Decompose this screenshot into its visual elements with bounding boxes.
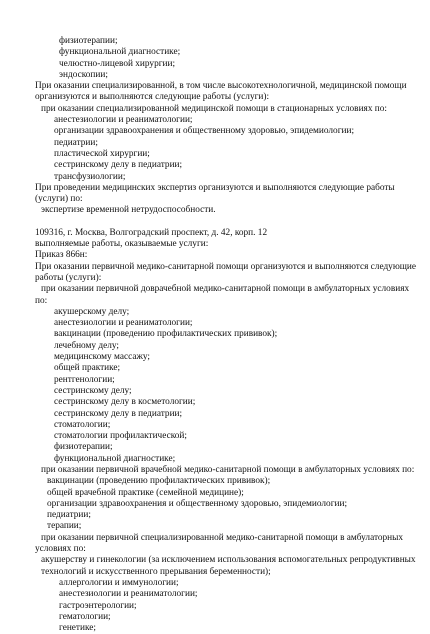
text-line: челюстно-лицевой хирургии; bbox=[59, 58, 176, 69]
text-line: (услуги) по: bbox=[35, 194, 83, 205]
text-line: При оказании специализированной, в том числе высокотехнологичной, медицинской помощи bbox=[35, 81, 407, 92]
text-line: организуются и выполняются следующие работы (услуги): bbox=[35, 92, 270, 103]
paragraph-gap bbox=[0, 217, 430, 228]
text-line: работы (услуги): bbox=[35, 272, 102, 283]
text-line: анестезиологии и реаниматологии; bbox=[59, 589, 198, 600]
text-line: анестезиологии и реаниматологии; bbox=[54, 115, 193, 126]
text-line: функциональной диагностике; bbox=[59, 47, 181, 58]
text-line: стоматологии профилактической; bbox=[54, 431, 187, 442]
text-line: пластической хирургии; bbox=[54, 148, 150, 159]
text-line: технологий и искусственного прерывания беременности); bbox=[41, 566, 271, 577]
text-line: аллергологии и иммунологии; bbox=[59, 577, 179, 588]
text-line: физиотерапии; bbox=[54, 442, 113, 453]
text-line: по: bbox=[35, 295, 48, 306]
text-line: общей врачебной практике (семейной медицине); bbox=[47, 487, 244, 498]
text-line: выполняемые работы, оказываемые услуги: bbox=[35, 239, 209, 250]
text-line: при оказании специализированной медицинской помощи в стационарных условиях по: bbox=[41, 103, 388, 114]
text-line: рентгенологии; bbox=[54, 374, 115, 385]
text-line: анестезиологии и реаниматологии; bbox=[54, 318, 193, 329]
text-line: гастроэнтерологии; bbox=[59, 600, 137, 611]
text-line: сестринскому делу в педиатрии; bbox=[54, 408, 183, 419]
text-line: лечебному делу; bbox=[54, 340, 119, 351]
text-line: вакцинации (проведению профилактических прививок); bbox=[54, 329, 278, 340]
text-line: при оказании первичной врачебной медико-санитарной помощи в амбулаторных условиях по: bbox=[41, 464, 415, 475]
address-line: 109316, г. Москва, Волгоградский проспект, д. 42, корп. 12 bbox=[35, 227, 268, 238]
text-line: условиях по: bbox=[35, 544, 86, 555]
text-line: гематологии; bbox=[59, 611, 111, 622]
text-line: стоматологии; bbox=[54, 419, 111, 430]
text-line: сестринскому делу; bbox=[54, 385, 132, 396]
text-line: При оказании первичной медико-санитарной помощи организуются и выполняются следующие bbox=[35, 261, 417, 272]
text-line: организации здравоохранения и общественному здоровью, эпидемиологии; bbox=[54, 126, 355, 137]
text-line: сестринскому делу в педиатрии; bbox=[54, 160, 183, 171]
text-line: педиатрии; bbox=[47, 510, 91, 521]
text-line: при оказании первичной специализированной медико-санитарной помощи в амбулаторных bbox=[41, 532, 404, 543]
text-line: генетике; bbox=[59, 623, 96, 634]
text-line: эндоскопии; bbox=[59, 69, 108, 80]
text-line: педиатрии; bbox=[54, 137, 98, 148]
text-line: акушерскому делу; bbox=[54, 306, 130, 317]
text-line: при оказании первичной доврачебной медико-санитарной помощи в амбулаторных условиях bbox=[41, 284, 410, 295]
text-line: физиотерапии; bbox=[59, 36, 118, 46]
text-line: медицинскому массажу; bbox=[54, 352, 150, 363]
text-line: общей практике; bbox=[54, 363, 121, 374]
text-line: акушерству и гинекологии (за исключением использования вспомогательных репродуктивных bbox=[41, 555, 416, 566]
text-line: организации здравоохранения и общественному здоровью, эпидемиологии; bbox=[47, 498, 348, 509]
text-line: При проведении медицинских экспертиз организуются и выполняются следующие работы bbox=[35, 182, 395, 193]
text-line: вакцинации (проведению профилактических прививок); bbox=[47, 476, 271, 487]
text-line: трансфузиологии; bbox=[54, 171, 126, 182]
text-line: экспертизе временной нетрудоспособности. bbox=[41, 205, 216, 216]
text-line: Приказ 866н: bbox=[35, 250, 88, 261]
text-line: сестринскому делу в косметологии; bbox=[54, 397, 196, 408]
text-line: функциональной диагностике; bbox=[54, 453, 176, 464]
text-line: терапии; bbox=[47, 521, 82, 532]
